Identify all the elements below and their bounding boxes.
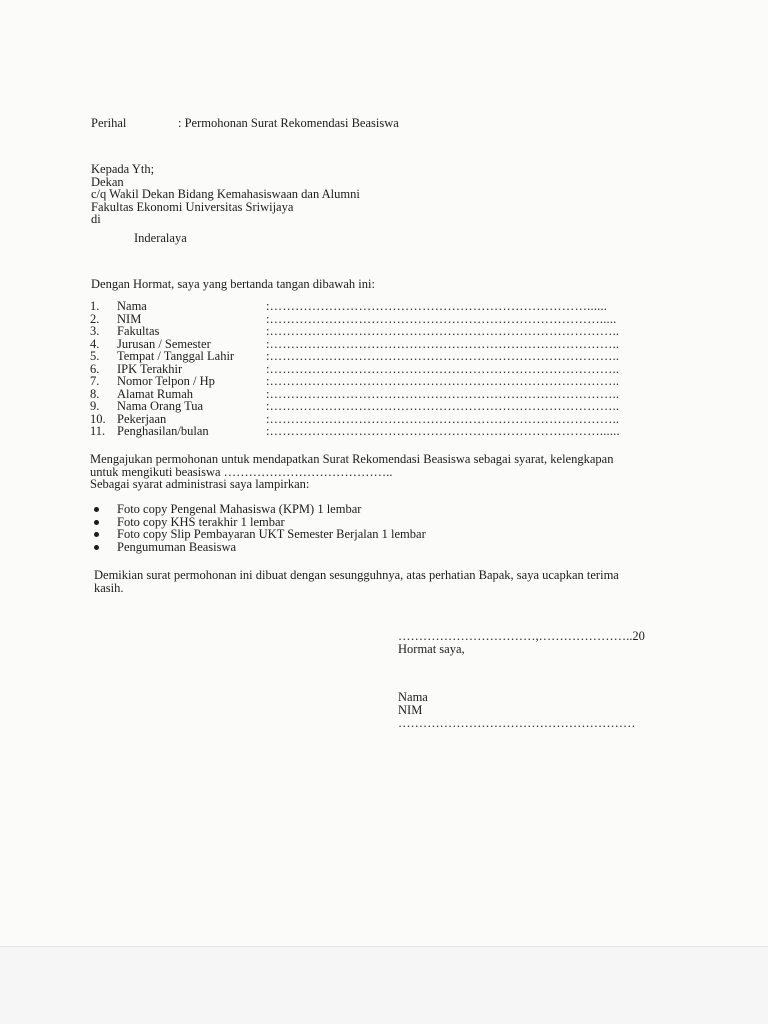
- attachment-text: Foto copy Slip Pembayaran UKT Semester Berjalan 1 lembar: [117, 527, 426, 541]
- field-blank: :………………………………………………………………………..: [266, 349, 620, 363]
- attachments-intro: Sebagai syarat administrasi saya lampirkan:: [90, 477, 310, 491]
- field-label: Nomor Telpon / Hp: [117, 374, 215, 388]
- page-bottom-margin: [0, 947, 768, 1024]
- address-line: Dekan: [91, 174, 124, 189]
- field-label: Pekerjaan: [117, 411, 167, 426]
- field-number: 4.: [90, 336, 100, 351]
- address-line: c/q Wakil Dekan Bidang Kemahasiswaan dan Alumni: [91, 187, 360, 201]
- signature-name-label: Nama: [398, 690, 428, 704]
- address-city: Inderalaya: [134, 230, 187, 245]
- field-label: Alamat Rumah: [117, 386, 194, 401]
- bullet-icon: [94, 532, 99, 537]
- field-blank: :…………………………………………………………………......: [266, 299, 608, 313]
- field-row: [90, 300, 630, 313]
- field-number: 9.: [90, 399, 100, 413]
- field-number: 2.: [90, 311, 100, 326]
- field-blank: :………………………………………………………………………..: [266, 411, 620, 426]
- closing-paragraph: [94, 569, 619, 595]
- field-number: 5.: [90, 349, 100, 363]
- field-blank: :………………………………………………………………………..: [266, 386, 620, 401]
- request-line: Mengajukan permohonan untuk mendapatkan Surat Rekomendasi Beasiswa sebagai syarat, kelengkapan: [90, 452, 614, 466]
- subject-label: Perihal: [91, 116, 127, 130]
- subject-value: : Permohonan Surat Rekomendasi Beasiswa: [178, 116, 399, 130]
- recipient-address: [91, 163, 360, 244]
- field-row: [90, 425, 630, 438]
- field-label: Jurusan / Semester: [117, 336, 211, 351]
- attachment-text: Pengumuman Beasiswa: [117, 539, 237, 554]
- field-blank: :………………………………………………………………………..: [266, 399, 620, 413]
- field-blank: :……………………………………………………………………......: [266, 424, 620, 438]
- field-label: Penghasilan/bulan: [117, 424, 209, 438]
- field-row: [90, 350, 630, 363]
- request-line: untuk mengikuti beasiswa …………………………………..: [90, 464, 393, 479]
- date-line: ……………………………,…………………..20: [398, 629, 645, 643]
- regards-text: Hormat saya,: [398, 642, 465, 656]
- address-line: di: [91, 212, 101, 226]
- attachment-text: Foto copy KHS terakhir 1 lembar: [117, 514, 285, 529]
- field-number: 3.: [90, 324, 100, 338]
- field-blank: :…………………………………………………………………….....: [266, 311, 617, 326]
- field-blank: :………………………………………………………………………..: [266, 324, 620, 338]
- attachments-list: [94, 503, 426, 553]
- signature-line: …………………………………………………: [398, 716, 636, 730]
- field-number: 8.: [90, 386, 100, 401]
- field-row: [90, 400, 630, 413]
- field-label: Nama: [117, 299, 147, 313]
- field-blank: :………………………………………………………………………..: [266, 336, 620, 351]
- bullet-icon: [94, 545, 99, 550]
- field-row: [90, 375, 630, 388]
- field-row: [90, 325, 630, 338]
- field-number: 1.: [90, 299, 100, 313]
- field-number: 10.: [90, 411, 106, 426]
- closing-line: Demikian surat permohonan ini dibuat dengan sesungguhnya, atas perhatian Bapak, saya ucapkan terima: [94, 568, 619, 582]
- bullet-icon: [94, 520, 99, 525]
- field-number: 7.: [90, 374, 100, 388]
- list-item: [94, 541, 426, 554]
- address-line: Kepada Yth;: [91, 162, 155, 176]
- field-label: NIM: [117, 311, 142, 326]
- address-line: Fakultas Ekonomi Universitas Sriwijaya: [91, 199, 294, 214]
- closing-line: kasih.: [94, 581, 124, 595]
- greeting: Dengan Hormat, saya yang bertanda tangan dibawah ini:: [91, 277, 375, 291]
- request-paragraph: [90, 453, 665, 491]
- attachment-text: Foto copy Pengenal Mahasiswa (KPM) 1 lembar: [117, 502, 362, 516]
- applicant-fields: [90, 300, 630, 438]
- field-blank: :………………………………………………………………………..: [266, 361, 620, 376]
- field-label: Fakultas: [117, 324, 160, 338]
- field-label: IPK Terakhir: [117, 361, 183, 376]
- field-number: 11.: [90, 424, 106, 438]
- field-label: Nama Orang Tua: [117, 399, 204, 413]
- field-label: Tempat / Tanggal Lahir: [117, 349, 235, 363]
- field-blank: :………………………………………………………………………..: [266, 374, 620, 388]
- bullet-icon: [94, 507, 99, 512]
- field-number: 6.: [90, 361, 100, 376]
- signature-nim-label: NIM: [398, 703, 423, 717]
